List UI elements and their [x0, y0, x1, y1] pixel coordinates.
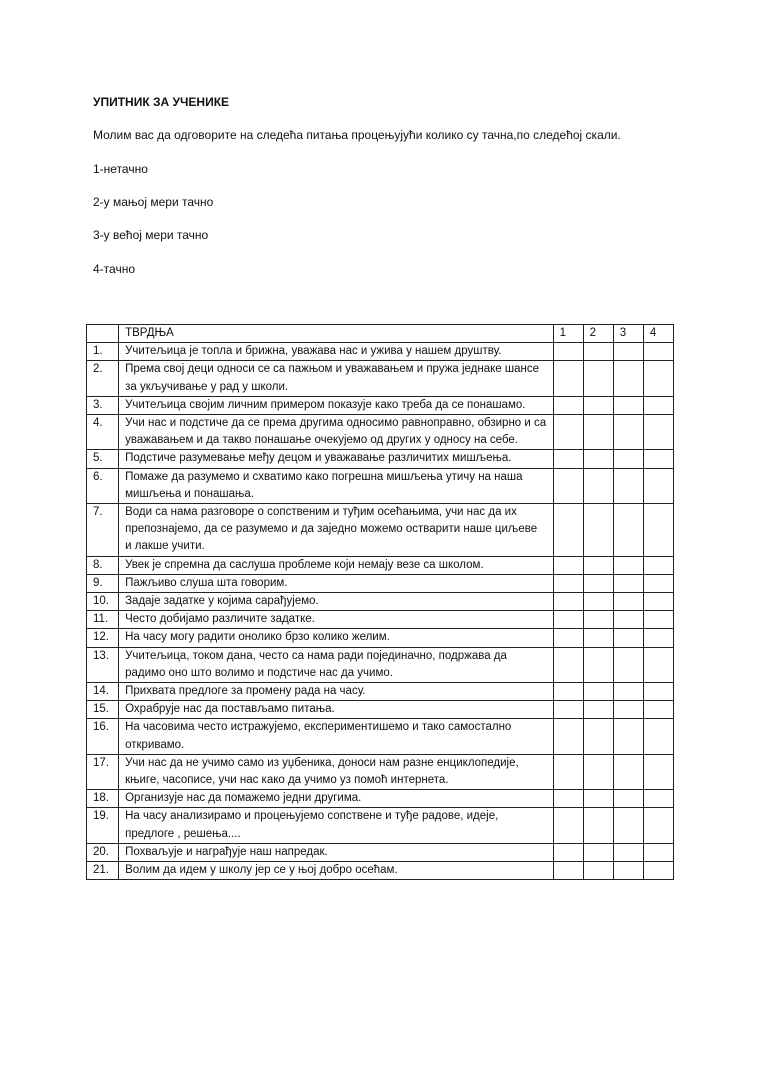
- score-cell-1[interactable]: [553, 629, 583, 647]
- header-score: 4: [643, 325, 673, 343]
- score-cell-2[interactable]: [583, 862, 613, 880]
- instruction-text: Молим вас да одговорите на следећа питања процењујући колико су тачна,по следећој скали.: [93, 128, 621, 142]
- score-cell-3[interactable]: [613, 343, 643, 361]
- score-cell-4[interactable]: [643, 556, 673, 574]
- score-cell-2[interactable]: [583, 415, 613, 450]
- row-statement: Помаже да разумемо и схватимо како погрешна мишљења утичу на наша мишљења и понашања.: [119, 468, 553, 503]
- row-number: 11.: [87, 611, 119, 629]
- score-cell-3[interactable]: [613, 754, 643, 789]
- score-cell-4[interactable]: [643, 593, 673, 611]
- score-cell-2[interactable]: [583, 468, 613, 503]
- score-cell-4[interactable]: [643, 647, 673, 682]
- row-number: 12.: [87, 629, 119, 647]
- row-statement: Учитељица, током дана, често са нама ради појединачно, подржава да радимо оно што волимо и подстиче нас да учимо.: [119, 647, 553, 682]
- row-statement: Често добијамо различите задатке.: [119, 611, 553, 629]
- row-number: 20.: [87, 843, 119, 861]
- row-statement: Води са нама разговоре о сопственим и туђим осећањима, учи нас да их препознајемо, да се разумемо и да заједно можемо остварити наше циљеве и лакше учити.: [119, 504, 553, 557]
- page-title: УПИТНИК ЗА УЧЕНИКЕ: [93, 95, 230, 109]
- score-cell-4[interactable]: [643, 629, 673, 647]
- table-row: [87, 593, 674, 611]
- row-statement: На часу могу радити онолико брзо колико желим.: [119, 629, 553, 647]
- score-cell-2[interactable]: [583, 611, 613, 629]
- row-number: 14.: [87, 683, 119, 701]
- table-row: [87, 415, 674, 450]
- header-score: 2: [583, 325, 613, 343]
- score-cell-4[interactable]: [643, 396, 673, 414]
- score-cell-3[interactable]: [613, 862, 643, 880]
- score-cell-3[interactable]: [613, 593, 643, 611]
- row-statement: Увек је спремна да саслуша проблеме који немају везе са школом.: [119, 556, 553, 574]
- score-cell-2[interactable]: [583, 396, 613, 414]
- score-cell-4[interactable]: [643, 504, 673, 557]
- row-number: 15.: [87, 701, 119, 719]
- score-cell-3[interactable]: [613, 450, 643, 468]
- row-statement: Похваљује и награђује наш напредак.: [119, 843, 553, 861]
- score-cell-2[interactable]: [583, 593, 613, 611]
- header-statement: ТВРДЊА: [119, 325, 553, 343]
- score-cell-3[interactable]: [613, 843, 643, 861]
- score-cell-1[interactable]: [553, 611, 583, 629]
- row-number: 3.: [87, 396, 119, 414]
- score-cell-1[interactable]: [553, 683, 583, 701]
- score-cell-1[interactable]: [553, 504, 583, 557]
- score-cell-3[interactable]: [613, 629, 643, 647]
- table-row: [87, 701, 674, 719]
- score-cell-3[interactable]: [613, 719, 643, 754]
- score-cell-1[interactable]: [553, 593, 583, 611]
- score-cell-3[interactable]: [613, 701, 643, 719]
- row-statement: На часу анализирамо и процењујемо сопствене и туђе радове, идеје, предлоге , решења....: [119, 808, 553, 843]
- row-statement: Охрабрује нас да постављамо питања.: [119, 701, 553, 719]
- header-number: [87, 325, 119, 343]
- score-cell-1[interactable]: [553, 719, 583, 754]
- table-row: [87, 719, 674, 754]
- row-number: 9.: [87, 574, 119, 592]
- score-cell-2[interactable]: [583, 683, 613, 701]
- score-cell-3[interactable]: [613, 808, 643, 843]
- row-statement: Подстиче разумевање међу децом и уважавање различитих мишљења.: [119, 450, 553, 468]
- score-cell-2[interactable]: [583, 504, 613, 557]
- row-number: 19.: [87, 808, 119, 843]
- score-cell-4[interactable]: [643, 683, 673, 701]
- row-statement: Према свој деци односи се са пажњом и уважавањем и пружа једнаке шансе за укључивање у рад у школи.: [119, 361, 553, 396]
- row-number: 6.: [87, 468, 119, 503]
- score-cell-1[interactable]: [553, 415, 583, 450]
- score-cell-1[interactable]: [553, 701, 583, 719]
- table-row: [87, 862, 674, 880]
- score-cell-1[interactable]: [553, 450, 583, 468]
- score-cell-1[interactable]: [553, 647, 583, 682]
- row-number: 8.: [87, 556, 119, 574]
- score-cell-3[interactable]: [613, 504, 643, 557]
- row-number: 18.: [87, 790, 119, 808]
- score-cell-3[interactable]: [613, 683, 643, 701]
- row-statement: Пажљиво слуша шта говорим.: [119, 574, 553, 592]
- table-row: [87, 790, 674, 808]
- row-statement: Волим да идем у школу јер се у њој добро осећам.: [119, 862, 553, 880]
- row-statement: Учитељица је топла и брижна, уважава нас и ужива у нашем друштву.: [119, 343, 553, 361]
- row-statement: Учи нас да не учимо само из уџбеника, доноси нам разне енциклопедије, књиге, часописе, учи нас како да учимо уз помоћ интернета.: [119, 754, 553, 789]
- score-cell-3[interactable]: [613, 468, 643, 503]
- row-number: 10.: [87, 593, 119, 611]
- row-statement: Учитељица својим личним примером показује како треба да се понашамо.: [119, 396, 553, 414]
- row-number: 13.: [87, 647, 119, 682]
- row-number: 21.: [87, 862, 119, 880]
- table-row: [87, 647, 674, 682]
- row-number: 7.: [87, 504, 119, 557]
- table-header-row: [87, 325, 674, 343]
- table-row: [87, 396, 674, 414]
- score-cell-1[interactable]: [553, 396, 583, 414]
- score-cell-1[interactable]: [553, 361, 583, 396]
- score-cell-1[interactable]: [553, 556, 583, 574]
- score-cell-4[interactable]: [643, 862, 673, 880]
- score-cell-3[interactable]: [613, 574, 643, 592]
- score-cell-2[interactable]: [583, 754, 613, 789]
- score-cell-1[interactable]: [553, 754, 583, 789]
- score-cell-2[interactable]: [583, 629, 613, 647]
- score-cell-4[interactable]: [643, 343, 673, 361]
- table-row: [87, 808, 674, 843]
- score-cell-4[interactable]: [643, 450, 673, 468]
- row-number: 4.: [87, 415, 119, 450]
- score-cell-2[interactable]: [583, 790, 613, 808]
- score-cell-2[interactable]: [583, 843, 613, 861]
- score-cell-2[interactable]: [583, 343, 613, 361]
- row-statement: Учи нас и подстиче да се према другима односимо равноправно, обзирно и са уважавањем и да такво понашање очекујемо од других у односу на себе.: [119, 415, 553, 450]
- score-cell-4[interactable]: [643, 790, 673, 808]
- score-cell-4[interactable]: [643, 415, 673, 450]
- score-cell-4[interactable]: [643, 361, 673, 396]
- score-cell-3[interactable]: [613, 647, 643, 682]
- score-cell-1[interactable]: [553, 862, 583, 880]
- table-row: [87, 843, 674, 861]
- header-score: 3: [613, 325, 643, 343]
- score-cell-3[interactable]: [613, 556, 643, 574]
- score-cell-1[interactable]: [553, 343, 583, 361]
- score-cell-3[interactable]: [613, 361, 643, 396]
- row-number: 17.: [87, 754, 119, 789]
- table-row: [87, 504, 674, 557]
- score-cell-4[interactable]: [643, 843, 673, 861]
- score-cell-2[interactable]: [583, 719, 613, 754]
- score-cell-4[interactable]: [643, 574, 673, 592]
- table-row: [87, 556, 674, 574]
- score-cell-2[interactable]: [583, 647, 613, 682]
- scale-item: 3-у већој мери тачно: [93, 228, 209, 242]
- row-statement: Организује нас да помажемо једни другима.: [119, 790, 553, 808]
- score-cell-1[interactable]: [553, 843, 583, 861]
- header-score: 1: [553, 325, 583, 343]
- score-cell-2[interactable]: [583, 556, 613, 574]
- score-cell-3[interactable]: [613, 790, 643, 808]
- score-cell-4[interactable]: [643, 719, 673, 754]
- table-row: [87, 574, 674, 592]
- score-cell-1[interactable]: [553, 468, 583, 503]
- score-cell-4[interactable]: [643, 468, 673, 503]
- score-cell-4[interactable]: [643, 754, 673, 789]
- score-cell-2[interactable]: [583, 574, 613, 592]
- row-statement: На часовима често истражујемо, експериментишемо и тако самостално откривамо.: [119, 719, 553, 754]
- scale-item: 2-у мањој мери тачно: [93, 195, 214, 209]
- table-row: [87, 611, 674, 629]
- table-row: [87, 468, 674, 503]
- row-number: 2.: [87, 361, 119, 396]
- row-number: 1.: [87, 343, 119, 361]
- score-cell-1[interactable]: [553, 790, 583, 808]
- table-row: [87, 683, 674, 701]
- score-cell-1[interactable]: [553, 808, 583, 843]
- row-number: 5.: [87, 450, 119, 468]
- score-cell-4[interactable]: [643, 808, 673, 843]
- score-cell-3[interactable]: [613, 396, 643, 414]
- score-cell-2[interactable]: [583, 808, 613, 843]
- score-cell-1[interactable]: [553, 574, 583, 592]
- row-statement: Задаје задатке у којима сарађујемо.: [119, 593, 553, 611]
- survey-table: [86, 324, 674, 880]
- score-cell-2[interactable]: [583, 450, 613, 468]
- table-row: [87, 361, 674, 396]
- score-cell-2[interactable]: [583, 701, 613, 719]
- table-row: [87, 450, 674, 468]
- score-cell-3[interactable]: [613, 611, 643, 629]
- table-row: [87, 343, 674, 361]
- table-row: [87, 629, 674, 647]
- score-cell-4[interactable]: [643, 611, 673, 629]
- score-cell-4[interactable]: [643, 701, 673, 719]
- score-cell-3[interactable]: [613, 415, 643, 450]
- score-cell-2[interactable]: [583, 361, 613, 396]
- row-statement: Прихвата предлоге за промену рада на часу.: [119, 683, 553, 701]
- row-number: 16.: [87, 719, 119, 754]
- scale-item: 4-тачно: [93, 262, 135, 276]
- table-row: [87, 754, 674, 789]
- scale-item: 1-нетачно: [93, 162, 148, 176]
